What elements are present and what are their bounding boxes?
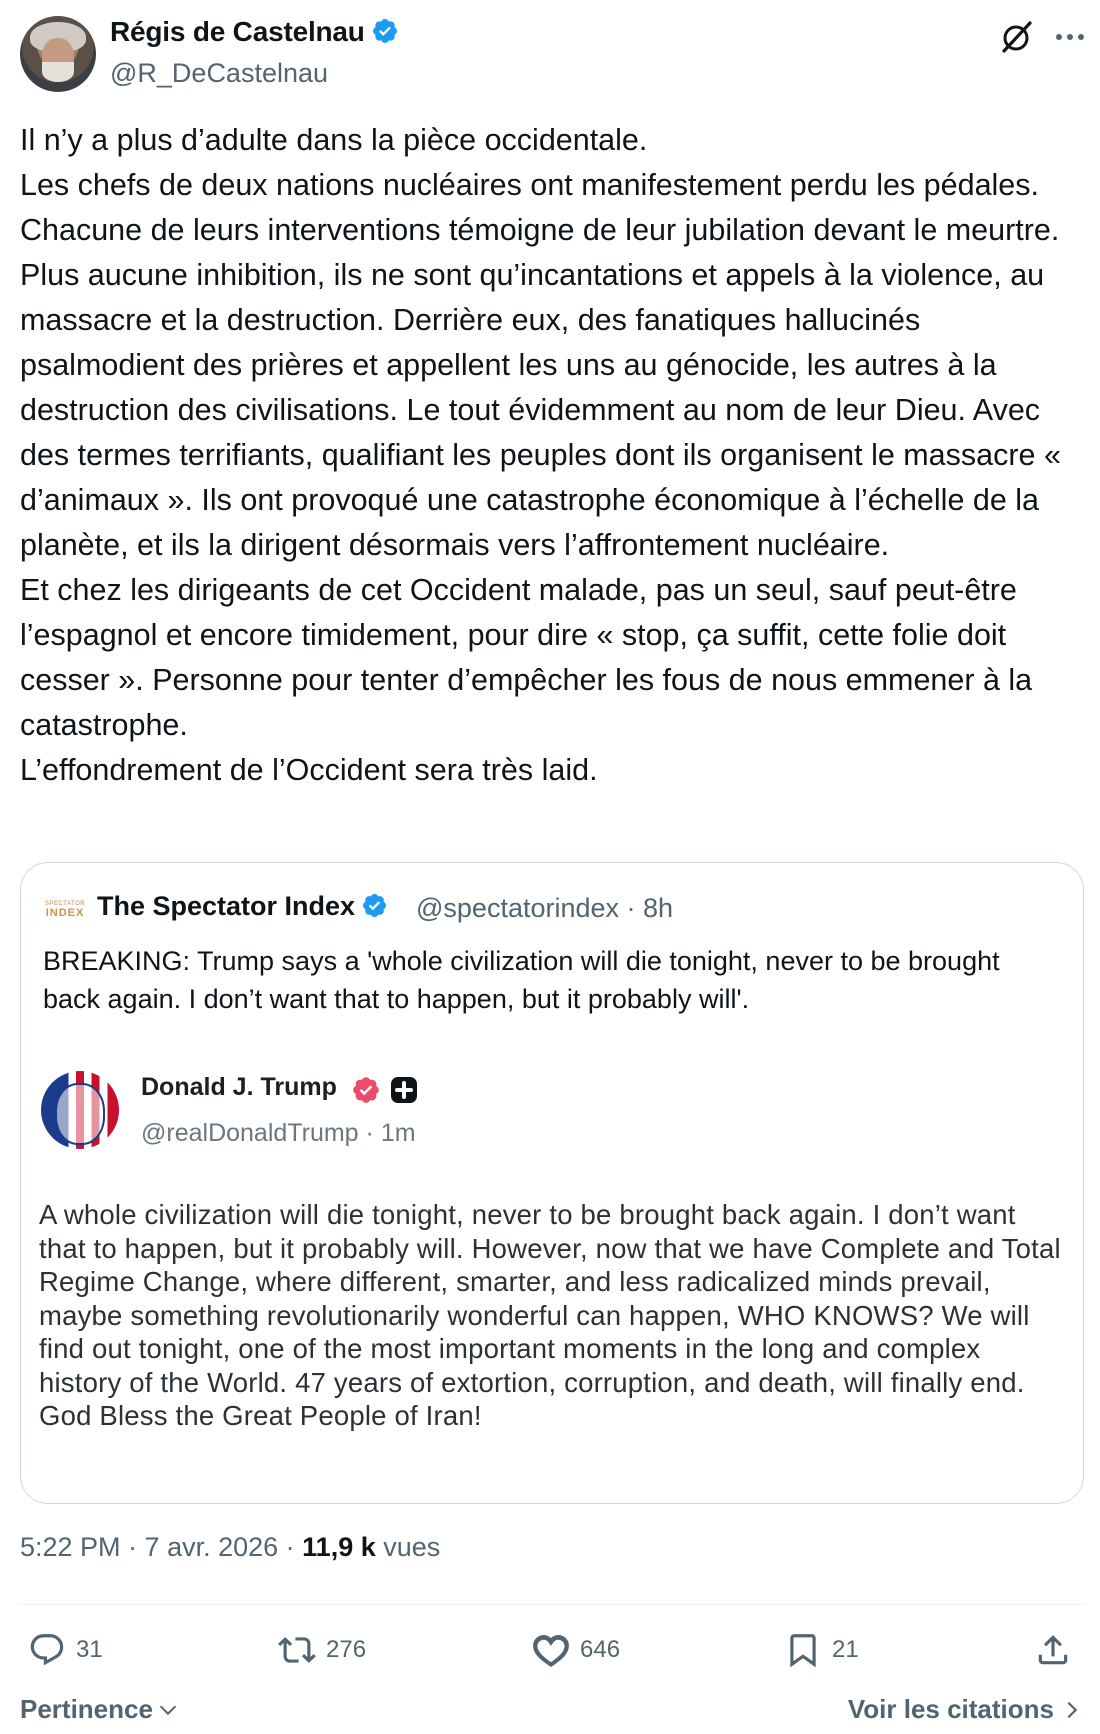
- bookmark-count: 21: [832, 1636, 859, 1663]
- retweet-icon: [278, 1631, 316, 1669]
- spectator-index-logo[interactable]: SPECTATOR INDEX: [44, 901, 86, 919]
- grok-icon[interactable]: [1000, 20, 1034, 54]
- quoted-handle-time[interactable]: @spectatorindex · 8h: [416, 893, 674, 923]
- view-quotes-label: Voir les citations: [847, 1694, 1054, 1724]
- tweet-timestamp[interactable]: [20, 1532, 440, 1563]
- quoted-tweet-text: BREAKING: Trump says a 'whole civilization will die tonight, never to be brought back again. I don’t want that to happen, but it probably will'.: [43, 946, 1000, 1014]
- chevron-right-icon: [1062, 1699, 1082, 1721]
- bookmark-icon: [784, 1631, 822, 1669]
- views-count: 11,9 k: [302, 1532, 376, 1562]
- share-button[interactable]: [1034, 1630, 1082, 1670]
- retweet-button[interactable]: [278, 1630, 366, 1670]
- reply-icon: [28, 1631, 66, 1669]
- author-avatar[interactable]: [20, 16, 96, 92]
- reply-button[interactable]: [28, 1630, 103, 1670]
- truth-plus-badge-icon: [389, 1075, 419, 1105]
- chevron-down-icon: [157, 1699, 179, 1721]
- embedded-author-name: Donald J. Trump: [141, 1073, 337, 1101]
- views-label: vues: [375, 1532, 441, 1562]
- more-options-icon[interactable]: [1054, 22, 1086, 52]
- author-name[interactable]: Régis de Castelnau: [110, 16, 365, 47]
- truth-verified-badge-icon: [351, 1075, 381, 1105]
- trump-avatar: [41, 1071, 119, 1149]
- bookmark-button[interactable]: [784, 1630, 859, 1670]
- author-name-row[interactable]: [110, 16, 399, 52]
- quoted-author-name[interactable]: The Spectator Index: [97, 891, 356, 921]
- retweet-count: 276: [326, 1636, 367, 1663]
- verified-badge-icon: [371, 17, 399, 52]
- tweet-text: Il n’y a plus d’adulte dans la pièce occidentale. Les chefs de deux nations nucléaires ont manifestement perdu les pédales. Chacune de leurs interventions témoigne de leur jubilation devant le meurtre. Plus aucune inhibition, ils ne sont qu’incantations et appels à la violence, au massacre et la destruction. Derrière eux, des fanatiques hallucinés psalmodient des prières et appellent les uns au génocide, les autres à la destruction des civilisations. Le tout évidemment au nom de leur Dieu. Avec des termes terrifiants, qualifiant les peuples dont ils organisent le massacre « d’animaux ». Ils ont provoqué une catastrophe économique à l’échelle de la planète, et ils la dirigent désormais vers l’affrontement nucléaire. Et chez les dirigeants de cet Occident malade, pas un seul, sauf peut-être l’espagnol et encore timidement, pour dire « stop, ça suffit, cette folie doit cesser ». Personne pour tenter d’empêcher les fous de nous emmener à la catastrophe. L’effondrement de l’Occident sera très laid.: [20, 123, 1061, 787]
- sort-label: Pertinence: [20, 1694, 153, 1724]
- quoted-author-name-row[interactable]: [97, 891, 388, 926]
- divider: [20, 1604, 1084, 1605]
- quoted-tweet-card[interactable]: [20, 862, 1084, 1504]
- reply-count: 31: [76, 1636, 103, 1663]
- share-icon: [1034, 1631, 1072, 1669]
- author-handle[interactable]: @R_DeCastelnau: [110, 58, 329, 88]
- timestamp-text[interactable]: 5:22 PM · 7 avr. 2026 ·: [20, 1532, 303, 1562]
- heart-icon: [532, 1631, 570, 1669]
- like-count: 646: [580, 1636, 621, 1663]
- embedded-post-text: A whole civilization will die tonight, never to be brought back again. I don’t want that to happen, but it probably will. However, now that we have Complete and Total Regime Change, where different, smarter, and less radicalized minds prevail, maybe something revolutionarily wonderful can happen, WHO KNOWS? We will find out tonight, one of the most important moments in the long and complex history of the World. 47 years of extortion, corruption, and death, will finally end. God Bless the Great People of Iran!: [39, 1199, 1061, 1431]
- like-button[interactable]: [532, 1630, 620, 1670]
- view-quotes-link[interactable]: [848, 1694, 1082, 1725]
- sort-dropdown[interactable]: [20, 1694, 179, 1725]
- embedded-author-handle: @realDonaldTrump · 1m: [141, 1119, 416, 1147]
- verified-badge-icon: [361, 892, 388, 926]
